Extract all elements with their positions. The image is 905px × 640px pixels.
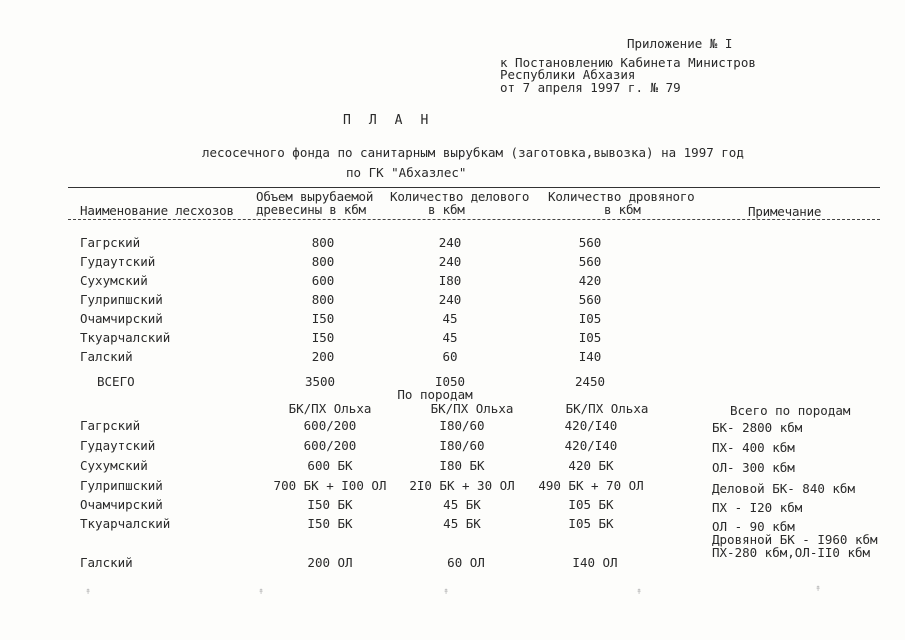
row-business: 45 (442, 311, 458, 326)
faint-mark: ↟ (636, 586, 643, 597)
species-row-business: 45 БК (443, 516, 481, 531)
species-row-note: ПХ- 400 кбм (712, 440, 795, 455)
faint-mark: ↟ (815, 583, 822, 594)
row-fuel: 560 (578, 235, 602, 250)
row-volume: 800 (311, 235, 335, 250)
species-row-volume: I50 БК (307, 516, 353, 531)
row-volume: 800 (311, 254, 335, 269)
row-volume: 200 (311, 349, 335, 364)
species-header: По породам (397, 387, 473, 402)
species-subheader-business: БК/ПХ Ольха (430, 401, 514, 416)
species-row-name: Ткуарчалский (80, 516, 171, 531)
column-header-business-l1: Количество делового (390, 189, 530, 204)
total-fuel: 2450 (574, 374, 606, 389)
species-subheader-note: Всего по породам (730, 403, 851, 418)
species-row-volume: 700 БК + I00 ОЛ (273, 478, 387, 493)
column-header-fuel-l2: в кбм (604, 202, 641, 217)
species-row-name: Гулрипшский (80, 478, 163, 493)
total-label: ВСЕГО (97, 374, 135, 389)
row-business: 240 (438, 254, 462, 269)
column-header-fuel-l1: Количество дровяного (548, 189, 695, 204)
faint-mark: ↟ (85, 586, 92, 597)
species-row-note: ПХ - I20 кбм (712, 500, 803, 515)
row-name: Сухумский (80, 273, 148, 288)
row-fuel: I05 (578, 311, 602, 326)
appendix-line-4: от 7 апреля 1997 г. № 79 (500, 80, 681, 95)
species-row-fuel: I05 БК (568, 497, 614, 512)
species-row-fuel: 420/I40 (564, 418, 618, 433)
row-fuel: I40 (578, 349, 602, 364)
species-row-business: I80/60 (439, 418, 485, 433)
column-header-volume-l2: древесины в кбм (256, 202, 366, 217)
row-business: 45 (442, 330, 458, 345)
species-row-name: Сухумский (80, 458, 148, 473)
species-row-name: Гудаутский (80, 438, 156, 453)
column-header-business-l2: в кбм (428, 202, 465, 217)
species-row-fuel: 420/I40 (564, 438, 618, 453)
species-row-business: 45 БК (443, 497, 481, 512)
row-fuel: 420 (578, 273, 602, 288)
row-volume: 800 (311, 292, 335, 307)
species-row-name: Очамчирский (80, 497, 163, 512)
row-fuel: 560 (578, 292, 602, 307)
species-row-note: Деловой БК- 840 кбм (712, 481, 855, 496)
species-row-business: I80 БК (439, 458, 485, 473)
species-subheader-fuel: БК/ПХ Ольха (565, 401, 649, 416)
document-subtitle: лесосечного фонда по санитарным вырубкам (заготовка,вывозка) на 1997 год (202, 145, 744, 160)
row-volume: I50 (311, 311, 335, 326)
species-row-business: 2I0 БК + 30 ОЛ (409, 478, 515, 493)
species-row-note: БК- 2800 кбм (712, 420, 803, 435)
appendix-line-3: Республики Абхазия (500, 67, 636, 82)
row-name: Гагрский (80, 235, 141, 250)
row-fuel: 560 (578, 254, 602, 269)
faint-mark: ↟ (443, 586, 450, 597)
row-volume: 600 (311, 273, 335, 288)
column-header-volume-l1: Объем вырубаемой (256, 189, 374, 204)
species-row-fuel: I05 БК (568, 516, 614, 531)
table-top-rule (68, 187, 880, 188)
total-volume: 3500 (304, 374, 336, 389)
species-row-fuel: 420 БК (568, 458, 614, 473)
species-note-extra-1: Дровяной БК - I960 кбм (712, 532, 878, 547)
species-row-volume: 600/200 (303, 438, 357, 453)
column-header-note: Примечание (748, 204, 822, 219)
row-business: 240 (438, 235, 462, 250)
species-row-name: Галский (80, 555, 133, 570)
species-row-volume: 600 БК (307, 458, 353, 473)
faint-mark: ↟ (258, 586, 265, 597)
row-business: 60 (442, 349, 458, 364)
species-row-note: ОЛ - 90 кбм (712, 519, 795, 534)
row-name: Гудаутский (80, 254, 156, 269)
species-note-extra-2: ПХ-280 кбм,ОЛ-II0 кбм (712, 545, 871, 560)
species-row-volume: 600/200 (303, 418, 357, 433)
appendix-line-2: к Постановлению Кабинета Министров (500, 55, 756, 70)
species-row-business: 60 ОЛ (447, 555, 485, 570)
document-title: ПЛАН (343, 113, 447, 128)
species-row-fuel: 490 БК + 70 ОЛ (538, 478, 644, 493)
species-row-business: I80/60 (439, 438, 485, 453)
species-subheader-volume: БК/ПХ Ольха (288, 401, 372, 416)
species-row-volume: 200 ОЛ (307, 555, 353, 570)
document-subtitle-org: по ГК "Абхазлес" (346, 165, 467, 180)
species-row-name: Гагрский (80, 418, 141, 433)
row-name: Гулрипшский (80, 292, 163, 307)
row-fuel: I05 (578, 330, 602, 345)
species-row-fuel: I40 ОЛ (572, 555, 618, 570)
appendix-title: Приложение № I (627, 36, 733, 51)
species-row-note: ОЛ- 300 кбм (712, 460, 795, 475)
table-header-rule (68, 219, 880, 220)
column-header-name: Наименование лесхозов (80, 203, 234, 218)
row-business: I80 (438, 273, 462, 288)
total-business: I050 (434, 374, 466, 389)
row-business: 240 (438, 292, 462, 307)
row-name: Ткуарчалский (80, 330, 171, 345)
row-name: Очамчирский (80, 311, 163, 326)
row-name: Галский (80, 349, 133, 364)
row-volume: I50 (311, 330, 335, 345)
species-row-volume: I50 БК (307, 497, 353, 512)
